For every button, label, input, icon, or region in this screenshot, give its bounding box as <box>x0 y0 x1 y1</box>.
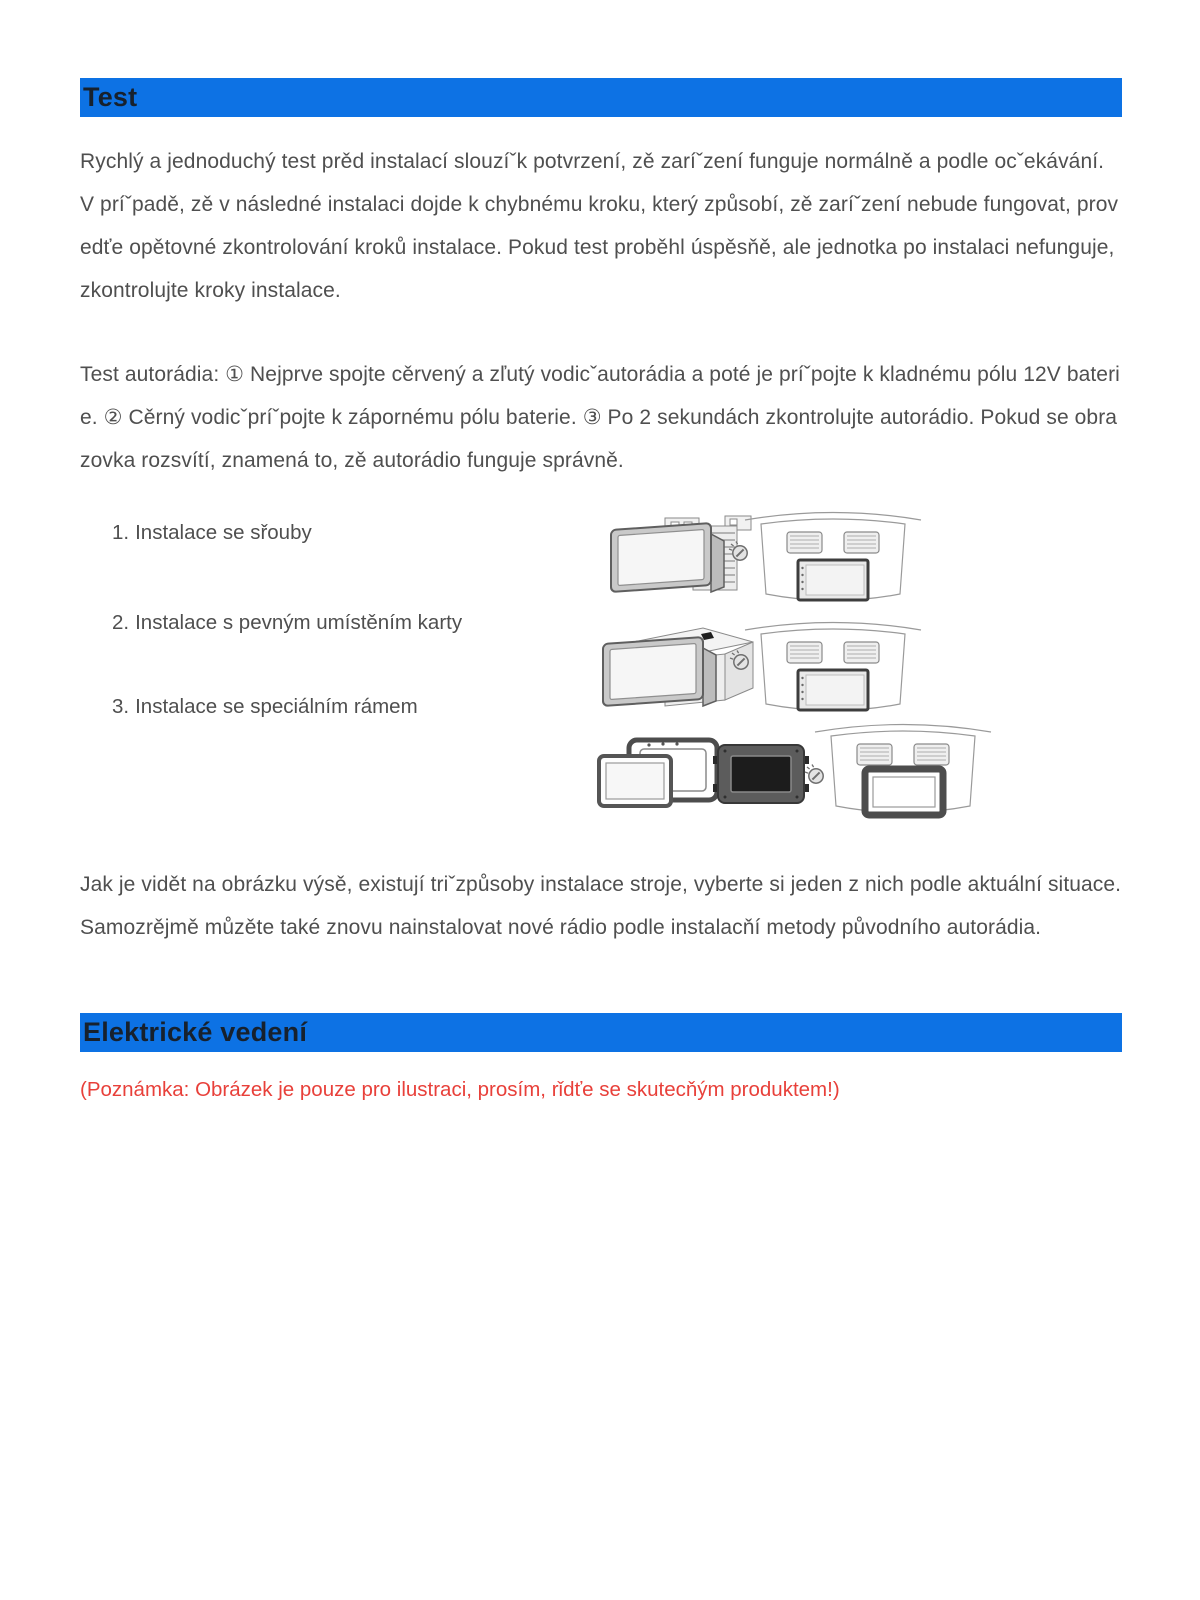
list-item-label: Instalace se sřouby <box>135 521 312 544</box>
dashboard-with-empty-frame-illustration <box>815 725 991 816</box>
special-mounting-frame-illustration <box>713 745 809 803</box>
list-item-label: Instalace se speciálním rámem <box>135 695 418 718</box>
radio-front <box>599 756 671 806</box>
paragraph-test-intro: Rychlý a jednoduchý test prěd instalací slouzíˇk potvrzení, zě zaríˇzení funguje normálně a podle ocˇekávání. V príˇpadě, zě v následné instalaci dojde k chybnému kroku, který způsobí, zě zaríˇzení nebude fungovat, provedťe opětovné zkontrolování kroků instalace. Pokud test proběhl úspěsňě, ale jednotka po instalaci nefunguje, zkontrolujte kroky instalace. <box>80 150 1119 302</box>
list-item-screws <box>112 519 312 547</box>
radio-with-mounting-cage-illustration <box>611 516 751 592</box>
dashboard-with-radio-illustration <box>745 513 921 601</box>
radio-with-trim-frame-illustration <box>599 740 717 806</box>
illustration-note: (Poznámka: Obrázek je pouze pro ilustraci, prosím, rǐdťe se skutecňým produktem!) <box>80 1078 840 1101</box>
section-title-test: Test <box>83 82 138 112</box>
section-header-wiring <box>80 1013 1122 1052</box>
list-item-label: Instalace s pevným umístěním karty <box>135 611 463 634</box>
dashboard-with-radio-illustration <box>745 623 921 711</box>
section-header-test <box>80 78 1122 117</box>
list-item-number: 1. <box>112 521 130 544</box>
empty-frame-opening <box>865 769 943 815</box>
section-title-wiring: Elektrické vedení <box>83 1017 308 1047</box>
screw-icon <box>805 765 823 784</box>
radio-with-mounting-sleeve-illustration <box>603 628 753 706</box>
paragraph-radio-test: Test autorádia: ① Nejprve spojte cěrvený a zľutý vodicˇautorádia a poté je príˇpojte k kladnému pólu 12V baterie. ② Cěrný vodicˇpríˇpojte k zápornému pólu baterie. ③ Po 2 sekundách zkontrolujte autorádio. Pokud se obrazovka rozsvítí, znamená to, zě autorádio funguje správně. <box>80 363 1120 472</box>
list-item-fixed-card <box>112 609 462 637</box>
list-item-special-frame <box>112 693 418 721</box>
list-item-number: 2. <box>112 611 130 634</box>
installation-illustrations <box>563 490 1003 830</box>
list-item-number: 3. <box>112 695 130 718</box>
paragraph-summary: Jak je vidět na obrázku výsě, existují triˇzpůsoby instalace stroje, vyberte si jeden z nich podle aktuální situace. Samozrějmě můzěte také znovu nainstalovat nové rádio podle instalacňí metody původního autorádia. <box>80 873 1122 939</box>
